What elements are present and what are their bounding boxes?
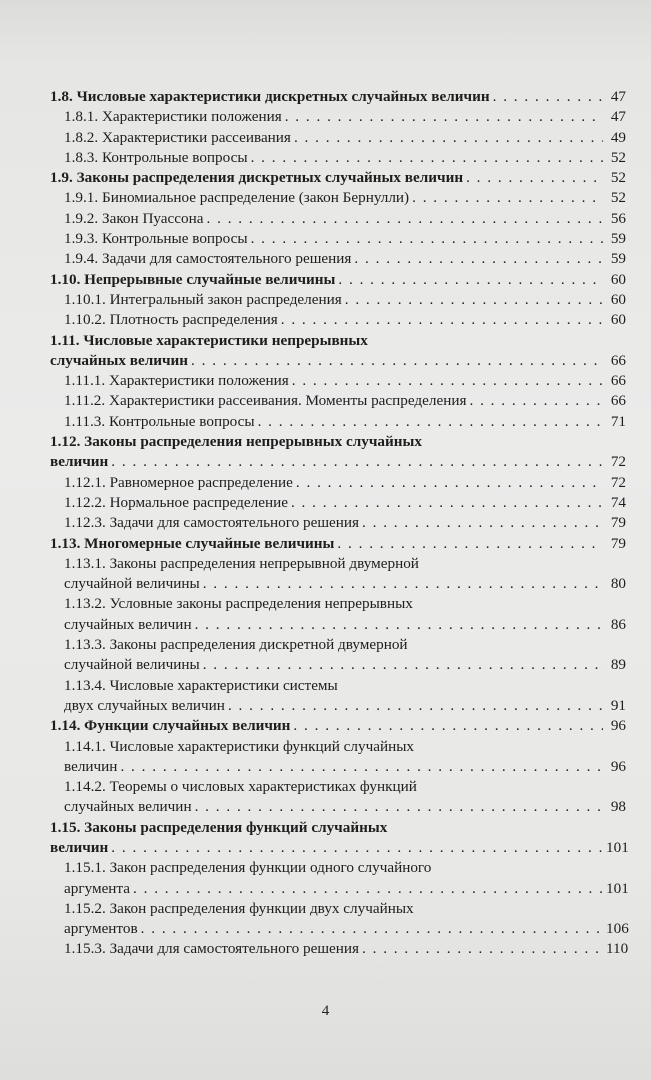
toc-entry-title-line: 1.13.2. Условные законы распределения непрерывных	[64, 595, 413, 613]
table-of-contents	[50, 87, 629, 960]
toc-page-number: 86	[610, 615, 626, 633]
toc-page-number: 59	[610, 230, 626, 248]
dot-leader	[203, 655, 603, 675]
toc-page-number: 74	[610, 493, 626, 511]
toc-entry-title-line: 1.11.2. Характеристики рассеивания. Моменты распределения	[64, 392, 467, 410]
toc-subsection	[50, 249, 626, 269]
toc-subsection	[50, 412, 626, 432]
toc-page-number: 60	[610, 270, 626, 288]
toc-subsection	[50, 777, 626, 818]
toc-section	[50, 534, 626, 554]
toc-entry-title-line: случайной величины	[64, 656, 200, 674]
toc-subsection	[50, 676, 626, 717]
toc-subsection	[50, 493, 626, 513]
toc-page-number: 47	[610, 108, 626, 126]
toc-subsection	[50, 391, 626, 411]
dot-leader	[362, 513, 603, 533]
toc-entry-title-line: 1.12.1. Равномерное распределение	[64, 473, 293, 491]
toc-entry-title-line: 1.12.3. Задачи для самостоятельного решения	[64, 514, 359, 532]
dot-leader	[466, 168, 603, 188]
toc-page-number: 72	[610, 453, 626, 471]
toc-entry-title-line: 1.9.4. Задачи для самостоятельного решения	[64, 250, 352, 268]
toc-subsection	[50, 128, 626, 148]
toc-section	[50, 87, 626, 107]
toc-entry-title-line: 1.13.3. Законы распределения дискретной двумерной	[64, 636, 408, 654]
toc-subsection	[50, 858, 629, 899]
dot-leader	[338, 270, 603, 290]
toc-entry-title-line: 1.8. Числовые характеристики дискретных случайных величин	[50, 88, 490, 105]
toc-entry-title-line: двух случайных величин	[64, 696, 225, 714]
dot-leader	[293, 716, 603, 736]
dot-leader	[111, 838, 603, 858]
toc-entry-title-line: случайных величин	[64, 798, 192, 816]
toc-entry-title-line: 1.12.2. Нормальное распределение	[64, 493, 288, 511]
toc-section	[50, 168, 626, 188]
toc-subsection	[50, 229, 626, 249]
toc-page-number: 71	[610, 412, 626, 430]
dot-leader	[120, 757, 603, 777]
toc-section	[50, 331, 626, 372]
toc-page-number: 52	[610, 169, 626, 187]
toc-page-number: 56	[610, 209, 626, 227]
toc-entry-title-line: 1.11. Числовые характеристики непрерывных	[50, 331, 368, 349]
toc-subsection	[50, 473, 626, 493]
dot-leader	[111, 452, 603, 472]
toc-page-number: 66	[610, 372, 626, 390]
toc-entry-title-line: 1.11.3. Контрольные вопросы	[64, 412, 255, 430]
dot-leader	[412, 188, 603, 208]
dot-leader	[345, 290, 603, 310]
dot-leader	[203, 574, 603, 594]
dot-leader	[294, 128, 603, 148]
dot-leader	[296, 473, 603, 493]
dot-leader	[251, 229, 603, 249]
toc-entry-title-line: величин	[50, 453, 109, 471]
toc-page-number: 52	[610, 148, 626, 166]
toc-entry-title-line: 1.14. Функции случайных величин	[50, 717, 291, 735]
dot-leader	[362, 939, 603, 959]
toc-page-number: 59	[610, 250, 626, 268]
toc-page-number: 72	[610, 473, 626, 491]
dot-leader	[207, 209, 604, 229]
toc-subsection	[50, 148, 626, 168]
toc-subsection	[50, 371, 626, 391]
toc-entry-title-line: случайных величин	[50, 351, 189, 369]
dot-leader	[141, 919, 603, 939]
dot-leader	[493, 87, 603, 107]
toc-entry-title-line: 1.12. Законы распределения непрерывных случайных	[50, 433, 422, 451]
toc-page-number: 98	[610, 798, 626, 816]
dot-leader	[354, 249, 603, 269]
toc-entry-title-line: 1.15.2. Закон распределения функции двух случайных	[64, 899, 414, 917]
toc-page-number: 91	[610, 696, 626, 714]
toc-page-number: 89	[610, 656, 626, 674]
toc-entry-title-line: 1.10.2. Плотность распределения	[64, 311, 278, 329]
toc-subsection	[50, 513, 626, 533]
toc-entry-title-line: 1.13. Многомерные случайные величины	[50, 534, 335, 552]
dot-leader	[258, 412, 603, 432]
toc-entry-title-line: 1.11.1. Характеристики положения	[64, 372, 289, 390]
toc-subsection	[50, 939, 629, 959]
toc-entry-title-line: 1.13.4. Числовые характеристики системы	[64, 676, 338, 694]
dot-leader	[133, 879, 603, 899]
toc-entry-title-line: величин	[50, 838, 109, 856]
toc-subsection	[50, 290, 626, 310]
dot-leader	[191, 351, 603, 371]
toc-entry-title-line: аргументов	[64, 920, 138, 938]
toc-entry-title-line: 1.9.1. Биномиальное распределение (закон Бернулли)	[64, 189, 410, 207]
dot-leader	[285, 107, 603, 127]
toc-entry-title-line: 1.13.1. Законы распределения непрерывной двумерной	[64, 554, 419, 572]
toc-subsection	[50, 737, 626, 778]
dot-leader	[195, 615, 603, 635]
toc-page-number: 96	[610, 757, 626, 775]
toc-entry-title-line: 1.15.1. Закон распределения функции одного случайного	[64, 859, 432, 877]
toc-subsection	[50, 899, 629, 940]
toc-entry-title-line: 1.8.2. Характеристики рассеивания	[64, 128, 291, 146]
toc-page-number: 60	[610, 290, 626, 308]
dot-leader	[281, 310, 603, 330]
toc-entry-title-line: 1.8.3. Контрольные вопросы	[64, 148, 248, 166]
dot-leader	[291, 493, 603, 513]
toc-entry-title-line: 1.15. Законы распределения функций случайных	[50, 818, 388, 836]
toc-subsection	[50, 554, 626, 595]
toc-page-number: 49	[610, 128, 626, 146]
toc-section	[50, 432, 626, 473]
toc-page-number: 96	[610, 717, 626, 735]
toc-page-number: 80	[610, 575, 626, 593]
dot-leader	[195, 797, 603, 817]
toc-page-number: 79	[610, 534, 626, 552]
toc-section	[50, 270, 626, 290]
toc-page-number: 101	[606, 879, 629, 897]
toc-page-number: 106	[606, 920, 629, 938]
dot-leader	[469, 391, 603, 411]
toc-subsection	[50, 594, 626, 635]
toc-page-number: 47	[610, 88, 626, 105]
toc-entry-title-line: 1.9.3. Контрольные вопросы	[64, 230, 248, 248]
toc-subsection	[50, 188, 626, 208]
toc-section	[50, 716, 626, 736]
toc-entry-title-line: 1.10.1. Интегральный закон распределения	[64, 290, 342, 308]
toc-subsection	[50, 635, 626, 676]
toc-subsection	[50, 209, 626, 229]
toc-entry-title-line: 1.10. Непрерывные случайные величины	[50, 270, 336, 288]
toc-page-number: 110	[606, 940, 629, 958]
toc-entry-title-line: случайных величин	[64, 615, 192, 633]
toc-page-number: 101	[606, 838, 629, 856]
dot-leader	[292, 371, 603, 391]
toc-page-number: 60	[610, 311, 626, 329]
toc-subsection	[50, 310, 626, 330]
toc-entry-title-line: 1.14.2. Теоремы о числовых характеристиках функций	[64, 778, 417, 796]
toc-entry-title-line: величин	[64, 757, 118, 775]
toc-section	[50, 818, 629, 859]
toc-entry-title-line: 1.9. Законы распределения дискретных случайных величин	[50, 169, 464, 187]
toc-entry-title-line: 1.8.1. Характеристики положения	[64, 108, 282, 126]
toc-entry-title-line: 1.15.3. Задачи для самостоятельного решения	[64, 940, 359, 958]
toc-page-number: 79	[610, 514, 626, 532]
toc-page-number: 52	[610, 189, 626, 207]
toc-entry-title-line: аргумента	[64, 879, 131, 897]
toc-entry-title-line: случайной величины	[64, 575, 200, 593]
toc-page-number: 66	[610, 351, 626, 369]
dot-leader	[337, 534, 603, 554]
dot-leader	[228, 696, 603, 716]
toc-subsection	[50, 107, 626, 127]
toc-page-number: 66	[610, 392, 626, 410]
page-number: 4	[321, 1003, 330, 1019]
toc-entry-title-line: 1.14.1. Числовые характеристики функций случайных	[64, 737, 415, 755]
toc-entry-title-line: 1.9.2. Закон Пуассона	[64, 209, 204, 227]
dot-leader	[251, 148, 603, 168]
